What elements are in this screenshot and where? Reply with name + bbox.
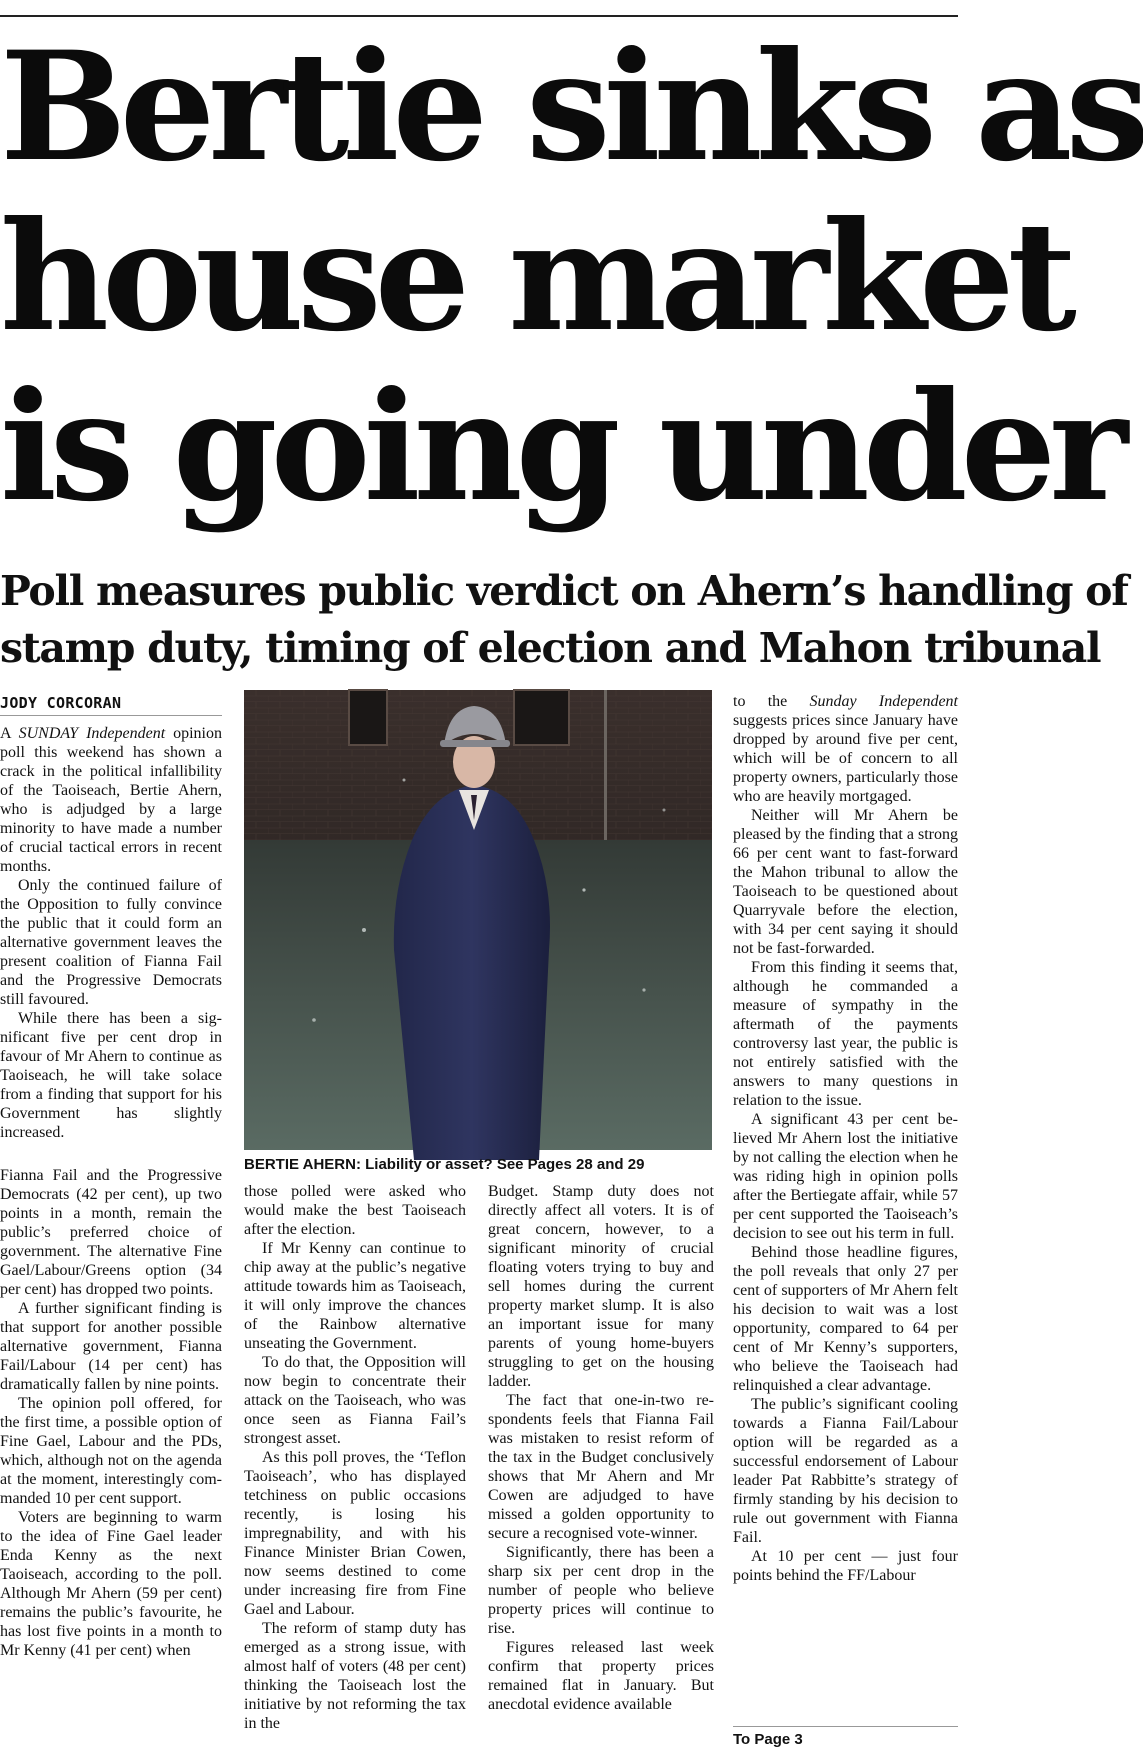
continued-link[interactable]: To Page 3: [733, 1726, 958, 1748]
article-paragraph: A significant 43 per cent believed Mr Ahern lost the initiative by not calling the election when he was riding high in opinion polls after the Bertiegate affair, while 57 per cent supported the Taoiseach’s decision to see out his term in full.: [733, 1111, 958, 1242]
subheadline-line: stamp duty, timing of election and Mahon tribunal: [0, 624, 1101, 672]
article-paragraph: Fianna Fail and the Progressive Democrats (42 per cent), up two points in a month, remain the public’s preferred choice of government. The alternative Fine Gael/Labour/Greens option (34 per cent) has dropped two points.: [0, 1167, 222, 1298]
article-paragraph: While there has been a significant five per cent drop in favour of Mr Ahern to continue as Taoiseach, he will take solace from a finding that support for his Government has slightly increased.: [0, 1010, 222, 1141]
article-paragraph: A SUNDAY Independent opinion poll this weekend has shown a crack in the political infallibility of the Taoiseach, Bertie Ahern, who is adjudged by a large minority to have made a number of crucial tactical errors in recent months.: [0, 725, 223, 875]
headline-line: house market: [0, 189, 1070, 365]
headline-line: Bertie sinks as: [0, 19, 1143, 195]
article-paragraph: Only the continued failure of the Opposition to fully convince the public that it could form an alternative government leaves the present coalition of Fianna Fail and the Progressive Democrats still favoured.: [0, 877, 222, 1008]
article-paragraph: At 10 per cent — just four points behind the FF/Labour: [733, 1548, 958, 1584]
article-paragraph: Significantly, there has been a sharp six per cent drop in the number of people who believe property prices will continue to rise.: [488, 1544, 714, 1637]
article-paragraph: If Mr Kenny can continue to chip away at the public’s negative attitude towards him as Taoiseach, it will only improve the chances of the Rainbow alternative unseating the Government.: [244, 1240, 466, 1352]
article-paragraph: The opinion poll offered, for the first time, a possible option of Fine Gael, Labour and the PDs, which, although not on the agenda at the moment, interestingly commanded 10 per cent support.: [0, 1395, 222, 1507]
article-paragraph: The public’s significant cooling towards a Fianna Fail/Labour option will be regarded as a successful endorsement of Labour leader Pat Rabbitte’s strategy of firmly standing by his decision to rule out government with Fianna Fail.: [733, 1396, 958, 1546]
article-paragraph: Voters are beginning to warm to the idea of Fine Gael leader Enda Kenny as the next Taoiseach, according to the poll. Although Mr Ahern (59 per cent) remains the public’s favourite, he has lost five points in a month to Mr Kenny (41 per cent) when: [0, 1509, 222, 1659]
publication-name: Sunday Independent: [809, 693, 958, 710]
subheadline-line: Poll measures public verdict on Ahern’s handling of: [0, 567, 1128, 615]
article-paragraph: To do that, the Opposition will now begin to concentrate their attack on the Taoiseach, who was once seen as Fianna Fail’s strongest asset.: [244, 1354, 466, 1447]
article-column-4: [733, 692, 958, 1585]
article-column-1-top: [0, 724, 222, 1142]
top-rule: [0, 15, 958, 17]
article-paragraph: From this finding it seems that, although he commanded a measure of sympathy in the aftermath of the payments controversy last year, the public is not entirely satisfied with the answers to many questions in relation to the issue.: [733, 959, 958, 1109]
article-column-3: [488, 1182, 714, 1714]
article-paragraph: As this poll proves, the ‘Teflon Taoiseach’, who has displayed tetchiness on public occasions recently, is losing his impregnability, and with his Finance Minister Brian Cowen, now seems destined to come under increasing fire from Fine Gael and Labour.: [244, 1449, 466, 1618]
article-paragraph: Neither will Mr Ahern be pleased by the finding that a strong 66 per cent want to fast-forward the Mahon tribunal to allow the Taoiseach to be questioned about Quarryvale before the election, with 34 per cent saying it should not be fast-forwarded.: [733, 807, 958, 957]
article-paragraph: The reform of stamp duty has emerged as a strong issue, with almost half of voters (48 per cent) thinking the Taoiseach lost the initiative by not reforming the tax in the: [244, 1620, 466, 1732]
news-photo: [244, 690, 712, 1150]
photo-caption: BERTIE AHERN: Liability or asset? See Pages 28 and 29: [244, 1156, 645, 1173]
article-column-2: [244, 1182, 466, 1733]
headline: [0, 19, 1143, 535]
article-paragraph: Budget. Stamp duty does not directly affect all voters. It is of great concern, however, to a significant minority of crucial floating voters trying to buy and sell homes during the current property market slump. It is also an important issue for many parents of young home-buyers struggling to get on the housing ladder.: [488, 1183, 714, 1390]
article-paragraph: to the Sunday Independent suggests prices since January have dropped by around five per cent, which will be of concern to all property owners, particularly those who are heavily mortgaged.: [733, 693, 958, 805]
headline-line: is going under: [0, 359, 1122, 535]
article-column-1-bottom: [0, 1166, 222, 1660]
article-paragraph: A further significant finding is that support for another possible alternative government, Fianna Fail/Labour (14 per cent) has dramatically fallen by nine points.: [0, 1300, 222, 1393]
article-paragraph: those polled were asked who would make the best Taoiseach after the election.: [244, 1183, 466, 1238]
photo-illustration: [244, 690, 712, 1150]
article-paragraph: Figures released last week confirm that property prices remained flat in January. But anecdotal evidence available: [488, 1639, 714, 1713]
article-paragraph: The fact that one-in-two respondents feels that Fianna Fail was mistaken to resist reform of the tax in the Budget conclusively shows that Mr Ahern and Mr Cowen are adjudged to have missed a golden opportunity to secure a recognised vote-winner.: [488, 1392, 714, 1542]
subheadline: [0, 563, 1128, 677]
article-paragraph: Behind those headline figures, the poll reveals that only 27 per cent of supporters of Mr Ahern felt his decision to wait was a lost opportunity, compared to 64 per cent of Mr Kenny’s supporters, who believe the Taoiseach had relinquished a clear advantage.: [733, 1244, 958, 1394]
publication-name: SUNDAY Independent: [18, 725, 166, 742]
byline: JODY CORCORAN: [0, 694, 222, 716]
